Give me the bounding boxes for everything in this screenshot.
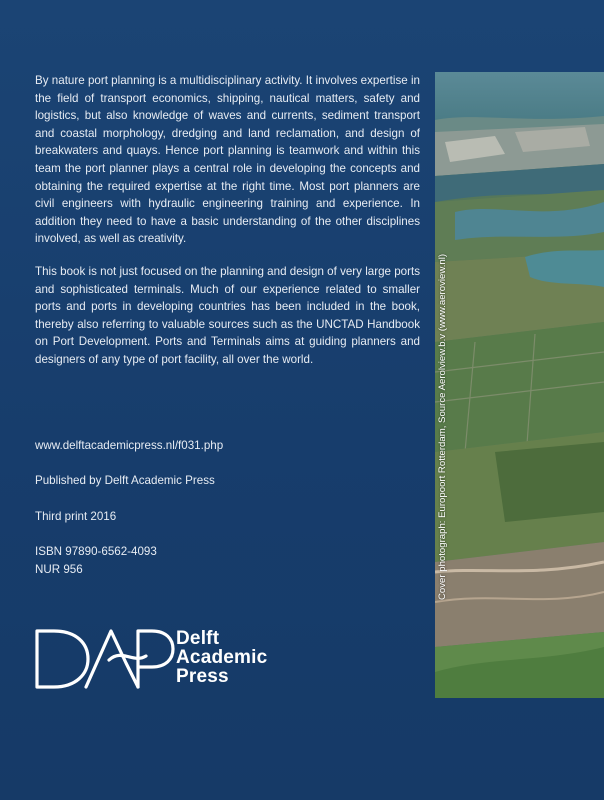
blurb [35, 72, 420, 384]
blurb-paragraph-2: This book is not just focused on the planning and design of very large ports and sophisticated terminals. Much of our experience related to smaller ports and ports in developing countries has been included in the book, thereby also referring to valuable sources such as the UNCTAD Handbook on Port Development. Ports and Terminals aims at guiding planners and designers of any type of port facility, all over the world. [35, 264, 420, 366]
logo-word-3: Press [176, 666, 229, 687]
cover-photo [435, 72, 604, 698]
nur: NUR 956 [35, 563, 83, 576]
blurb-paragraph-1: By nature port planning is a multidisciplinary activity. It involves expertise in the field of transport economics, shipping, nautical matters, safety and logistics, but also knowledge of waves and currents, sediment transport and coastal morphology, dredging and land reclamation, and design of breakwaters and quays. Hence port planning is teamwork and within this team the port planner plays a central role in developing the concepts and obtaining the required expertise at the right time. Most port planners are civil engineers with hydraulic engineering training and experience. In addition they need to have a basic understanding of the other disciplines involved, as well as creativity. [35, 74, 420, 246]
logo-word-2: Academic [176, 647, 268, 668]
website-link[interactable]: www.delftacademicpress.nl/f031.php [35, 439, 224, 452]
logo-word-1: Delft [176, 628, 220, 649]
print-line: Third print 2016 [35, 510, 117, 523]
isbn: ISBN 97890-6562-4093 [35, 545, 157, 558]
publisher-logo-text [176, 629, 267, 686]
photo-credit: Cover photograph: Europoort Rotterdam, Source Aerolview.b.v (www.aeroview.nl) [437, 253, 448, 600]
publisher-line: Published by Delft Academic Press [35, 474, 215, 487]
